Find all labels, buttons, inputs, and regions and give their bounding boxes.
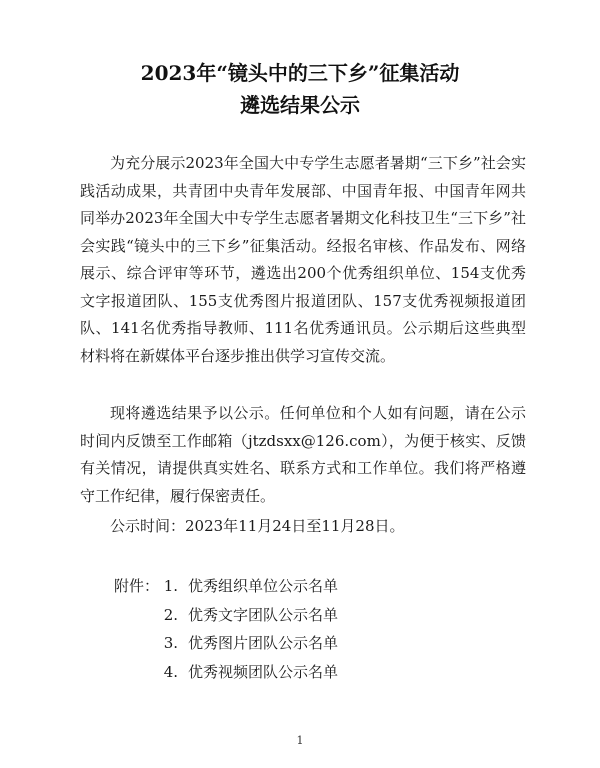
document-title: 2023年“镜头中的三下乡”征集活动: [140, 61, 460, 85]
attachment-number: 2.: [163, 606, 178, 624]
attachment-number: 3.: [163, 634, 178, 652]
notice-time: 公示时间：2023年11月24日至11月28日。: [110, 517, 405, 535]
page-number: 1: [296, 734, 304, 747]
attachment-title: 优秀图片团队公示名单: [188, 634, 339, 652]
document-subtitle: 遴选结果公示: [240, 93, 360, 117]
attachment-title: 优秀文字团队公示名单: [188, 606, 339, 624]
attachments-label: 附件：: [114, 577, 160, 595]
intro-paragraph: 为充分展示2023年全国大中专学生志愿者暑期“三下乡”社会实践活动成果，共青团中央青年发展部、中国青年报、中国青年网共同举办2023年全国大中专学生志愿者暑期文化科技卫生“三下乡”社会实践“镜头中的三下乡”征集活动。经报名审核、作品发布、网络展示、综合评审等环节，遴选出200个优秀组织单位、154支优秀文字报道团队、155支优秀图片报道团队、157支优秀视频报道团队、141名优秀指导教师、111名优秀通讯员。公示期后这些典型材料将在新媒体平台逐步推出供学习宣传交流。: [80, 154, 526, 365]
attachment-title: 优秀组织单位公示名单: [188, 577, 339, 595]
notice-time-block: [80, 513, 526, 541]
attachment-title: 优秀视频团队公示名单: [188, 663, 339, 681]
feedback-paragraph: 现将遴选结果予以公示。任何单位和个人如有问题，请在公示时间内反馈至工作邮箱（jtzdsxx@126.com），为便于核实、反馈有关情况，请提供真实姓名、联系方式和工作单位。我们将严格遵守工作纪律，履行保密责任。: [80, 404, 526, 505]
attachment-number: 4.: [163, 663, 178, 681]
attachment-number: 1.: [163, 577, 178, 595]
feedback-paragraph-block: [80, 400, 526, 512]
intro-paragraph-block: [80, 150, 526, 398]
